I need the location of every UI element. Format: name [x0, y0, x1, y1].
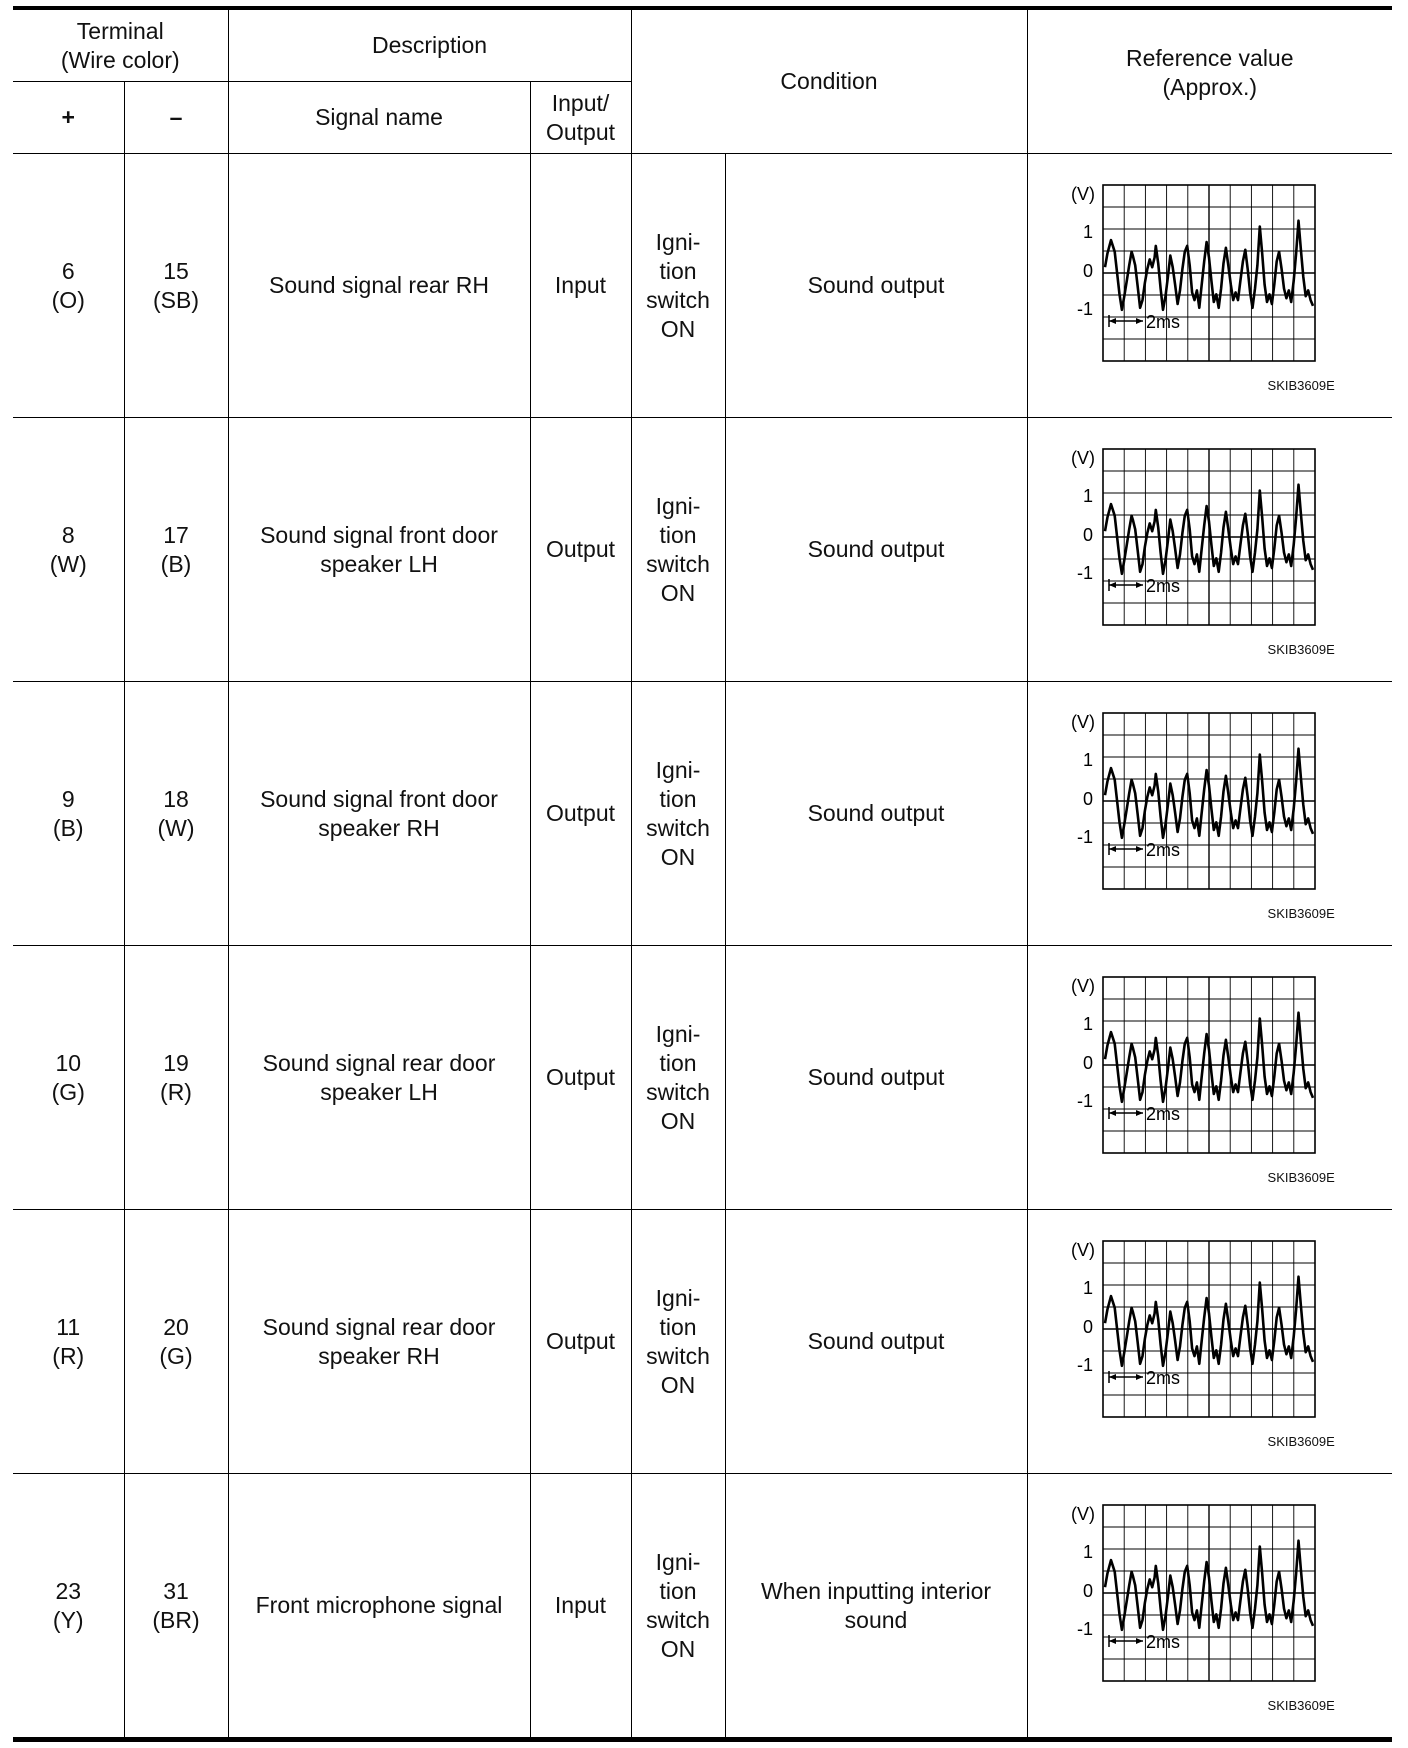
header-io-line: Input/ [551, 89, 610, 116]
input-output-cell: Output [530, 1210, 631, 1474]
input-output-cell: Output [530, 418, 631, 682]
oscilloscope-waveform [1065, 699, 1355, 929]
terminal-minus-cell-line: (G) [159, 1342, 193, 1369]
terminal-minus-cell [124, 682, 228, 946]
ignition-condition-cell [631, 1474, 725, 1740]
table-row [13, 1210, 1392, 1474]
ignition-condition-cell-line: Igni- [655, 492, 701, 519]
header-terminal-line: Terminal [76, 17, 164, 44]
waveform-unit-label: (V) [1070, 711, 1095, 732]
ignition-condition-cell-line: Igni- [655, 1548, 701, 1575]
terminal-minus-cell-line: (SB) [153, 286, 199, 313]
ignition-condition-cell-line: ON [660, 579, 696, 606]
signal-name-cell-line: Sound signal front door [260, 785, 498, 812]
ignition-condition-cell-line: switch [646, 286, 710, 313]
condition-cell-line: sound [844, 1606, 908, 1633]
signal-name-cell-line: Sound signal rear RH [269, 272, 489, 298]
condition-cell [725, 1210, 1027, 1474]
terminal-minus-cell [124, 418, 228, 682]
waveform-y-label-neg1: -1 [1076, 1090, 1093, 1111]
condition-cell [725, 1474, 1027, 1740]
signal-name-cell-line: Sound signal front door [260, 521, 498, 548]
signal-name-cell [228, 682, 530, 946]
terminal-plus-cell-line: (B) [52, 814, 84, 841]
table-body [13, 154, 1392, 1740]
condition-cell-line: Sound output [807, 536, 945, 562]
waveform-time-label: 2ms [1145, 311, 1180, 332]
ignition-condition-cell-line: ON [660, 843, 696, 870]
signal-name-cell [228, 1210, 530, 1474]
header-reference-line: Reference value [1126, 45, 1294, 71]
waveform-y-label-1: 1 [1082, 749, 1093, 770]
figure-code: SKIB3609E [1267, 1169, 1335, 1185]
waveform-unit-label: (V) [1070, 1503, 1095, 1524]
terminal-plus-cell-line: 8 [61, 521, 75, 548]
reference-waveform-cell [1027, 418, 1392, 682]
terminal-plus-cell [13, 154, 124, 418]
condition-cell [725, 154, 1027, 418]
terminal-plus-cell [13, 1474, 124, 1740]
signal-name-cell [228, 154, 530, 418]
figure-code: SKIB3609E [1267, 1697, 1335, 1713]
waveform-y-label-1: 1 [1082, 1277, 1093, 1298]
ignition-condition-cell [631, 1210, 725, 1474]
header-minus: – [124, 82, 228, 154]
signal-name-cell-line: Sound signal rear door [262, 1049, 496, 1076]
oscilloscope-waveform [1065, 435, 1355, 665]
ignition-condition-cell-line: tion [659, 521, 697, 548]
terminal-plus-cell-line: (R) [52, 1342, 85, 1369]
waveform-unit-label: (V) [1070, 447, 1095, 468]
table-row [13, 154, 1392, 418]
condition-cell [725, 418, 1027, 682]
signal-name-cell-line: speaker LH [320, 1078, 438, 1105]
ignition-condition-cell [631, 418, 725, 682]
terminal-minus-cell-line: 20 [163, 1313, 189, 1340]
oscilloscope-waveform [1065, 1227, 1355, 1457]
terminal-minus-cell-line: 31 [163, 1577, 189, 1604]
waveform-y-label-0: 0 [1082, 524, 1093, 545]
terminal-plus-cell-line: 10 [55, 1049, 82, 1076]
condition-cell-line: When inputting interior [760, 1577, 992, 1604]
condition-cell [725, 946, 1027, 1210]
waveform-graph [1065, 1491, 1355, 1721]
ignition-condition-cell-line: tion [659, 1577, 697, 1604]
terminal-plus-cell [13, 1210, 124, 1474]
signal-name-cell-line: Front microphone signal [255, 1592, 503, 1618]
header-signal-name: Signal name [228, 82, 530, 154]
ignition-condition-cell-line: switch [646, 814, 710, 841]
ignition-condition-cell-line: tion [659, 785, 697, 812]
input-output-cell: Input [530, 1474, 631, 1740]
terminal-minus-cell [124, 1474, 228, 1740]
waveform-y-label-0: 0 [1082, 260, 1093, 281]
terminal-minus-cell-line: (R) [160, 1078, 192, 1105]
header-input-output [530, 82, 631, 154]
reference-waveform-cell [1027, 1210, 1392, 1474]
waveform-graph [1065, 435, 1355, 665]
reference-waveform-cell [1027, 1474, 1392, 1740]
figure-code: SKIB3609E [1267, 905, 1335, 921]
signal-name-cell-line: speaker RH [318, 814, 440, 841]
waveform-y-label-neg1: -1 [1076, 1618, 1093, 1639]
condition-cell-line: Sound output [807, 272, 945, 298]
figure-code: SKIB3609E [1267, 1433, 1335, 1449]
waveform-graph [1065, 1227, 1355, 1457]
terminal-reference-table-wrapper [13, 6, 1392, 1742]
signal-name-cell [228, 1474, 530, 1740]
header-reference-line: (Approx.) [1162, 74, 1258, 100]
terminal-plus-cell-line: (Y) [52, 1606, 84, 1633]
ignition-condition-cell-line: switch [646, 550, 710, 577]
input-output-cell: Input [530, 154, 631, 418]
waveform-y-label-1: 1 [1082, 1541, 1093, 1562]
terminal-plus-cell-line: 11 [56, 1313, 81, 1340]
ignition-condition-cell-line: tion [659, 1313, 697, 1340]
terminal-reference-table [13, 6, 1392, 1742]
reference-waveform-cell [1027, 946, 1392, 1210]
ignition-condition-cell-line: switch [646, 1078, 710, 1105]
ignition-condition-cell-line: Igni- [655, 1020, 701, 1047]
waveform-y-label-0: 0 [1082, 1316, 1093, 1337]
oscilloscope-waveform [1065, 171, 1355, 401]
ignition-condition-cell-line: switch [646, 1342, 710, 1369]
ignition-condition-cell-line: ON [660, 1107, 696, 1134]
condition-cell-line: Sound output [807, 800, 945, 826]
reference-waveform-cell [1027, 682, 1392, 946]
waveform-graph [1065, 171, 1355, 401]
waveform-graph [1065, 963, 1355, 1193]
header-reference-value [1027, 8, 1392, 154]
header-plus: + [13, 82, 124, 154]
input-output-cell: Output [530, 946, 631, 1210]
signal-name-cell [228, 946, 530, 1210]
input-output-cell: Output [530, 682, 631, 946]
ignition-condition-cell-line: ON [660, 315, 696, 342]
waveform-time-label: 2ms [1145, 1103, 1180, 1124]
ignition-condition-cell-line: Igni- [655, 228, 701, 255]
ignition-condition-cell-line: tion [659, 1049, 697, 1076]
header-terminal [13, 8, 228, 82]
waveform-unit-label: (V) [1070, 183, 1095, 204]
ignition-condition-cell-line: tion [659, 257, 697, 284]
waveform-y-label-0: 0 [1082, 788, 1093, 809]
waveform-y-label-neg1: -1 [1076, 298, 1093, 319]
table-row [13, 946, 1392, 1210]
terminal-plus-cell-line: (W) [49, 550, 87, 577]
terminal-plus-cell-line: 9 [61, 785, 75, 812]
ignition-condition-cell-line: ON [660, 1371, 696, 1398]
condition-cell-line: Sound output [807, 1064, 945, 1090]
terminal-plus-cell-line: (G) [51, 1078, 85, 1105]
waveform-time-label: 2ms [1145, 1631, 1180, 1652]
terminal-minus-cell-line: (B) [160, 550, 192, 577]
terminal-minus-cell-line: 17 [163, 521, 189, 548]
terminal-minus-cell [124, 1210, 228, 1474]
waveform-graph [1065, 699, 1355, 929]
reference-waveform-cell [1027, 154, 1392, 418]
ignition-condition-cell [631, 682, 725, 946]
waveform-y-label-0: 0 [1082, 1580, 1093, 1601]
waveform-time-label: 2ms [1145, 839, 1180, 860]
terminal-minus-cell-line: 15 [163, 257, 189, 284]
terminal-minus-cell [124, 154, 228, 418]
table-row [13, 1474, 1392, 1740]
terminal-minus-cell-line: 18 [163, 785, 189, 812]
header-condition: Condition [631, 8, 1027, 154]
ignition-condition-cell [631, 154, 725, 418]
terminal-minus-cell-line: 19 [163, 1049, 189, 1076]
waveform-y-label-1: 1 [1082, 1013, 1093, 1034]
terminal-plus-cell [13, 418, 124, 682]
signal-name-cell-line: Sound signal rear door [262, 1313, 496, 1340]
ignition-condition-cell-line: Igni- [655, 756, 701, 783]
waveform-unit-label: (V) [1070, 975, 1095, 996]
ignition-condition-cell-line: ON [660, 1635, 696, 1662]
ignition-condition-cell-line: Igni- [655, 1284, 701, 1311]
waveform-y-label-0: 0 [1082, 1052, 1093, 1073]
terminal-minus-cell-line: (BR) [152, 1606, 200, 1633]
terminal-plus-cell [13, 682, 124, 946]
signal-name-cell-line: speaker LH [320, 550, 438, 577]
waveform-y-label-1: 1 [1082, 221, 1093, 242]
waveform-time-label: 2ms [1145, 575, 1180, 596]
terminal-plus-cell [13, 946, 124, 1210]
condition-cell-line: Sound output [807, 1328, 945, 1354]
figure-code: SKIB3609E [1267, 641, 1335, 657]
terminal-plus-cell-line: 23 [55, 1577, 82, 1604]
header-io-line: Output [545, 118, 616, 145]
terminal-minus-cell-line: (W) [157, 814, 195, 841]
ignition-condition-cell [631, 946, 725, 1210]
header-description: Description [228, 8, 631, 82]
waveform-y-label-1: 1 [1082, 485, 1093, 506]
terminal-minus-cell [124, 946, 228, 1210]
ignition-condition-cell-line: switch [646, 1606, 710, 1633]
condition-cell [725, 682, 1027, 946]
signal-name-cell-line: speaker RH [318, 1342, 440, 1369]
table-row [13, 418, 1392, 682]
terminal-plus-cell-line: 6 [61, 257, 75, 284]
waveform-unit-label: (V) [1070, 1239, 1095, 1260]
oscilloscope-waveform [1065, 963, 1355, 1193]
waveform-y-label-neg1: -1 [1076, 826, 1093, 847]
waveform-time-label: 2ms [1145, 1367, 1180, 1388]
figure-code: SKIB3609E [1267, 377, 1335, 393]
table-row [13, 682, 1392, 946]
signal-name-cell [228, 418, 530, 682]
terminal-plus-cell-line: (O) [51, 286, 85, 313]
oscilloscope-waveform [1065, 1491, 1355, 1721]
waveform-y-label-neg1: -1 [1076, 1354, 1093, 1375]
header-terminal-line: (Wire color) [60, 46, 180, 73]
waveform-y-label-neg1: -1 [1076, 562, 1093, 583]
